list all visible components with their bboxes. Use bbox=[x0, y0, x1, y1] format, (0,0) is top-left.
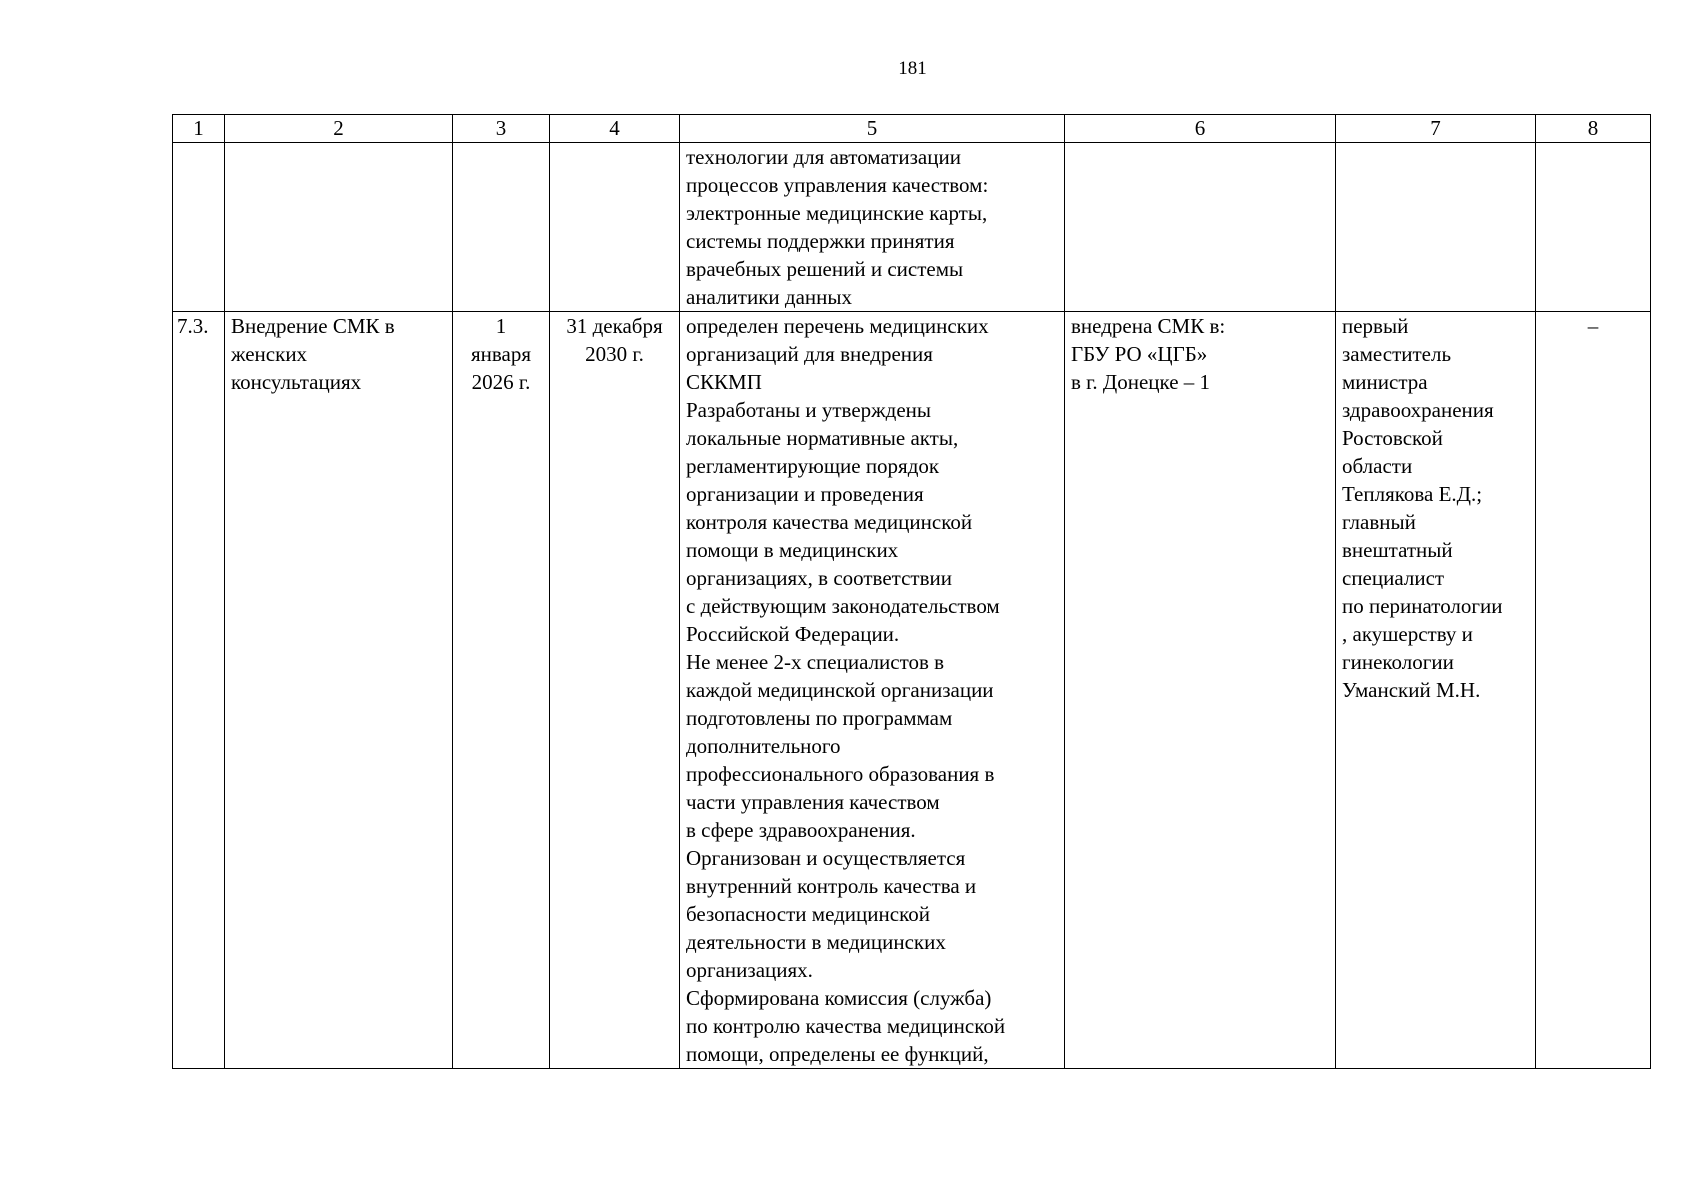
text-line: безопасности медицинской bbox=[686, 902, 930, 926]
text-line: контроля качества медицинской bbox=[686, 510, 973, 534]
text-line: процессов управления качеством: bbox=[686, 173, 989, 197]
text-line: Российской Федерации. bbox=[686, 622, 900, 646]
end-date-cell bbox=[550, 312, 680, 1069]
text-line: в г. Донецке – 1 bbox=[1071, 370, 1211, 394]
plan-table bbox=[172, 114, 1651, 1069]
text-line: , акушерству и bbox=[1342, 622, 1473, 646]
responsible-cell bbox=[1336, 312, 1536, 1069]
text-line: специалист bbox=[1342, 566, 1445, 590]
text-line: Теплякова Е.Д.; bbox=[1342, 482, 1483, 506]
start-date-cell bbox=[453, 312, 550, 1069]
text-line: внештатный bbox=[1342, 538, 1453, 562]
column-number-header-row bbox=[173, 115, 1651, 143]
text-line: помощи в медицинских bbox=[686, 538, 899, 562]
text-line: каждой медицинской организации bbox=[686, 678, 994, 702]
text-line: Разработаны и утверждены bbox=[686, 398, 932, 422]
continuation-cell-7 bbox=[1336, 143, 1536, 312]
note-cell: – bbox=[1536, 312, 1651, 1069]
text-line: по контролю качества медицинской bbox=[686, 1014, 1006, 1038]
text-line: системы поддержки принятия bbox=[686, 229, 955, 253]
text-line: по перинатологии bbox=[1342, 594, 1503, 618]
text-line: технологии для автоматизации bbox=[686, 145, 961, 169]
text-line: первый bbox=[1342, 314, 1409, 338]
text-line: заместитель bbox=[1342, 342, 1452, 366]
text-line: женских bbox=[231, 342, 308, 366]
text-line: регламентирующие порядок bbox=[686, 454, 940, 478]
text-line: здравоохранения bbox=[1342, 398, 1494, 422]
column-header-3: 3 bbox=[453, 115, 550, 143]
continuation-cell-6 bbox=[1065, 143, 1336, 312]
continuation-cell-3 bbox=[453, 143, 550, 312]
text-line: 2026 г. bbox=[471, 370, 531, 394]
text-line: Сформирована комиссия (служба) bbox=[686, 986, 992, 1010]
continuation-cell-4 bbox=[550, 143, 680, 312]
text-line: 31 декабря bbox=[566, 314, 663, 338]
text-line: дополнительного bbox=[686, 734, 841, 758]
text-line: аналитики данных bbox=[686, 285, 852, 309]
column-header-7: 7 bbox=[1336, 115, 1536, 143]
text-line: помощи, определены ее функций, bbox=[686, 1042, 989, 1066]
page-number: 181 bbox=[898, 58, 927, 79]
text-line: организаций для внедрения bbox=[686, 342, 933, 366]
text-line: области bbox=[1342, 454, 1413, 478]
text-line: подготовлены по программам bbox=[686, 706, 953, 730]
result-cell bbox=[680, 312, 1065, 1069]
text-line: врачебных решений и системы bbox=[686, 257, 964, 281]
text-line: внутренний контроль качества и bbox=[686, 874, 977, 898]
continuation-result-cell bbox=[680, 143, 1065, 312]
activity-name-cell bbox=[225, 312, 453, 1069]
column-header-2: 2 bbox=[225, 115, 453, 143]
table-row-7-3 bbox=[173, 312, 1651, 1069]
continuation-row bbox=[173, 143, 1651, 312]
text-line: организациях. bbox=[686, 958, 813, 982]
text-line: с действующим законодательством bbox=[686, 594, 1000, 618]
text-line: локальные нормативные акты, bbox=[686, 426, 959, 450]
text-line: ГБУ РО «ЦГБ» bbox=[1071, 342, 1208, 366]
continuation-cell-1 bbox=[173, 143, 225, 312]
text-line: главный bbox=[1342, 510, 1416, 534]
text-line: внедрена СМК в: bbox=[1071, 314, 1226, 338]
text-line: электронные медицинские карты, bbox=[686, 201, 988, 225]
continuation-cell-8 bbox=[1536, 143, 1651, 312]
text-line: профессионального образования в bbox=[686, 762, 995, 786]
text-line: в сфере здравоохранения. bbox=[686, 818, 916, 842]
text-line: министра bbox=[1342, 370, 1428, 394]
column-header-4: 4 bbox=[550, 115, 680, 143]
continuation-cell-2 bbox=[225, 143, 453, 312]
text-line: гинекологии bbox=[1342, 650, 1454, 674]
text-line: 1 bbox=[495, 314, 507, 338]
text-line: организациях, в соответствии bbox=[686, 566, 952, 590]
text-line: СККМП bbox=[686, 370, 762, 394]
text-line: Организован и осуществляется bbox=[686, 846, 966, 870]
text-line: Уманский М.Н. bbox=[1342, 678, 1481, 702]
text-line: 2030 г. bbox=[585, 342, 644, 366]
row-number-cell: 7.3. bbox=[173, 312, 225, 1069]
text-line: части управления качеством bbox=[686, 790, 940, 814]
text-line: января bbox=[470, 342, 532, 366]
indicator-cell bbox=[1065, 312, 1336, 1069]
text-line: Ростовской bbox=[1342, 426, 1443, 450]
column-header-8: 8 bbox=[1536, 115, 1651, 143]
column-header-1: 1 bbox=[173, 115, 225, 143]
column-header-5: 5 bbox=[680, 115, 1065, 143]
text-line: консультациях bbox=[231, 370, 362, 394]
text-line: Не менее 2-х специалистов в bbox=[686, 650, 945, 674]
text-line: определен перечень медицинских bbox=[686, 314, 989, 338]
text-line: организации и проведения bbox=[686, 482, 924, 506]
text-line: Внедрение СМК в bbox=[231, 314, 395, 338]
column-header-6: 6 bbox=[1065, 115, 1336, 143]
text-line: деятельности в медицинских bbox=[686, 930, 946, 954]
